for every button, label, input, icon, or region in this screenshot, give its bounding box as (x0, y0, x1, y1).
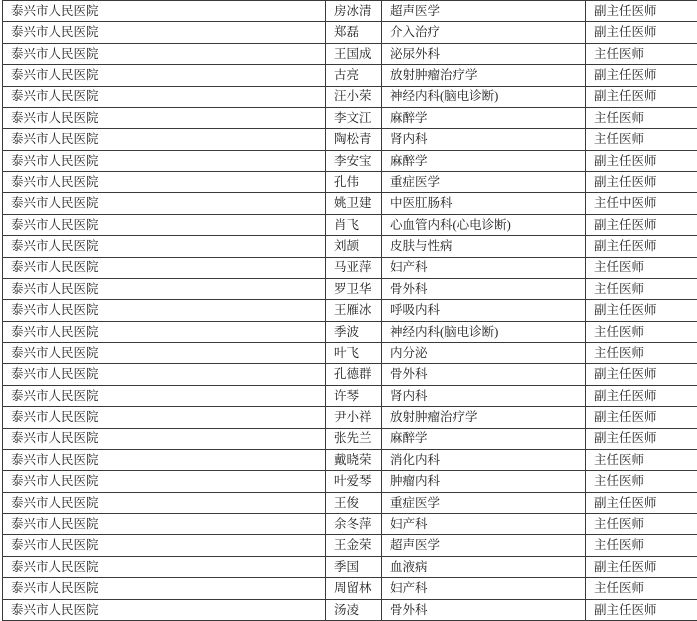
hospital-cell: 泰兴市人民医院 (3, 172, 326, 193)
name-cell: 季波 (326, 321, 382, 342)
name-cell: 马亚萍 (326, 257, 382, 278)
table-row (3, 428, 697, 449)
hospital-cell: 泰兴市人民医院 (3, 278, 326, 299)
title-cell: 主任医师 (586, 535, 697, 556)
name-cell: 余冬萍 (326, 514, 382, 535)
table-row (3, 193, 697, 214)
title-cell: 主任医师 (586, 578, 697, 599)
table-row (3, 43, 697, 64)
table-row (3, 22, 697, 43)
title-cell: 副主任医师 (586, 150, 697, 171)
table-row (3, 599, 697, 621)
title-cell: 副主任医师 (586, 385, 697, 406)
table-row (3, 578, 697, 599)
name-cell: 刘颉 (326, 236, 382, 257)
name-cell: 季国 (326, 556, 382, 577)
department-cell: 超声医学 (382, 1, 586, 22)
hospital-cell: 泰兴市人民医院 (3, 300, 326, 321)
hospital-cell: 泰兴市人民医院 (3, 86, 326, 107)
table-row (3, 172, 697, 193)
title-cell: 副主任医师 (586, 492, 697, 513)
department-cell: 肾内科 (382, 129, 586, 150)
hospital-cell: 泰兴市人民医院 (3, 578, 326, 599)
table-row (3, 1, 697, 22)
hospital-cell: 泰兴市人民医院 (3, 236, 326, 257)
hospital-cell: 泰兴市人民医院 (3, 321, 326, 342)
title-cell: 主任医师 (586, 43, 697, 64)
hospital-cell: 泰兴市人民医院 (3, 22, 326, 43)
name-cell: 叶爱琴 (326, 471, 382, 492)
table-row (3, 449, 697, 470)
department-cell: 麻醉学 (382, 428, 586, 449)
hospital-cell: 泰兴市人民医院 (3, 129, 326, 150)
hospital-cell: 泰兴市人民医院 (3, 449, 326, 470)
department-cell: 麻醉学 (382, 150, 586, 171)
title-cell: 副主任医师 (586, 599, 697, 621)
table-row (3, 514, 697, 535)
name-cell: 戴晓荣 (326, 449, 382, 470)
department-cell: 超声医学 (382, 535, 586, 556)
hospital-cell: 泰兴市人民医院 (3, 343, 326, 364)
name-cell: 周留林 (326, 578, 382, 599)
table-row (3, 278, 697, 299)
table-row (3, 300, 697, 321)
title-cell: 主任医师 (586, 343, 697, 364)
department-cell: 骨外科 (382, 278, 586, 299)
department-cell: 神经内科(脑电诊断) (382, 321, 586, 342)
title-cell: 主任医师 (586, 129, 697, 150)
department-cell: 心血管内科(心电诊断) (382, 214, 586, 235)
hospital-cell: 泰兴市人民医院 (3, 428, 326, 449)
title-cell: 主任医师 (586, 321, 697, 342)
staff-table (2, 0, 697, 621)
name-cell: 古亮 (326, 65, 382, 86)
title-cell: 主任医师 (586, 449, 697, 470)
name-cell: 汪小荣 (326, 86, 382, 107)
table-row (3, 492, 697, 513)
title-cell: 副主任医师 (586, 364, 697, 385)
name-cell: 许琴 (326, 385, 382, 406)
department-cell: 肾内科 (382, 385, 586, 406)
table-row (3, 535, 697, 556)
department-cell: 泌尿外科 (382, 43, 586, 64)
title-cell: 主任医师 (586, 107, 697, 128)
table-row (3, 129, 697, 150)
hospital-cell: 泰兴市人民医院 (3, 535, 326, 556)
department-cell: 妇产科 (382, 578, 586, 599)
department-cell: 骨外科 (382, 364, 586, 385)
department-cell: 重症医学 (382, 492, 586, 513)
name-cell: 孔德群 (326, 364, 382, 385)
title-cell: 主任医师 (586, 257, 697, 278)
hospital-cell: 泰兴市人民医院 (3, 214, 326, 235)
name-cell: 姚卫建 (326, 193, 382, 214)
name-cell: 王雁冰 (326, 300, 382, 321)
hospital-cell: 泰兴市人民医院 (3, 43, 326, 64)
name-cell: 罗卫华 (326, 278, 382, 299)
hospital-cell: 泰兴市人民医院 (3, 599, 326, 621)
title-cell: 主任医师 (586, 471, 697, 492)
name-cell: 汤凌 (326, 599, 382, 621)
title-cell: 副主任医师 (586, 1, 697, 22)
title-cell: 主任医师 (586, 278, 697, 299)
name-cell: 房冰清 (326, 1, 382, 22)
department-cell: 骨外科 (382, 599, 586, 621)
table-row (3, 556, 697, 577)
title-cell: 副主任医师 (586, 556, 697, 577)
hospital-cell: 泰兴市人民医院 (3, 107, 326, 128)
table-row (3, 343, 697, 364)
department-cell: 中医肛肠科 (382, 193, 586, 214)
hospital-cell: 泰兴市人民医院 (3, 65, 326, 86)
title-cell: 副主任医师 (586, 65, 697, 86)
department-cell: 神经内科(脑电诊断) (382, 86, 586, 107)
table-row (3, 364, 697, 385)
hospital-cell: 泰兴市人民医院 (3, 150, 326, 171)
name-cell: 叶飞 (326, 343, 382, 364)
hospital-cell: 泰兴市人民医院 (3, 193, 326, 214)
title-cell: 副主任医师 (586, 428, 697, 449)
department-cell: 麻醉学 (382, 107, 586, 128)
department-cell: 妇产科 (382, 514, 586, 535)
department-cell: 介入治疗 (382, 22, 586, 43)
table-body (3, 1, 697, 621)
hospital-cell: 泰兴市人民医院 (3, 385, 326, 406)
name-cell: 尹小祥 (326, 407, 382, 428)
name-cell: 肖飞 (326, 214, 382, 235)
hospital-cell: 泰兴市人民医院 (3, 492, 326, 513)
table-row (3, 471, 697, 492)
title-cell: 副主任医师 (586, 86, 697, 107)
name-cell: 李文江 (326, 107, 382, 128)
table-row (3, 257, 697, 278)
department-cell: 呼吸内科 (382, 300, 586, 321)
title-cell: 主任中医师 (586, 193, 697, 214)
name-cell: 王国成 (326, 43, 382, 64)
department-cell: 皮肤与性病 (382, 236, 586, 257)
title-cell: 副主任医师 (586, 407, 697, 428)
name-cell: 王俊 (326, 492, 382, 513)
department-cell: 肿瘤内科 (382, 471, 586, 492)
title-cell: 副主任医师 (586, 300, 697, 321)
table-row (3, 65, 697, 86)
table-row (3, 107, 697, 128)
department-cell: 内分泌 (382, 343, 586, 364)
title-cell: 副主任医师 (586, 236, 697, 257)
hospital-cell: 泰兴市人民医院 (3, 514, 326, 535)
name-cell: 李安宝 (326, 150, 382, 171)
table-row (3, 214, 697, 235)
department-cell: 妇产科 (382, 257, 586, 278)
department-cell: 消化内科 (382, 449, 586, 470)
hospital-cell: 泰兴市人民医院 (3, 364, 326, 385)
hospital-cell: 泰兴市人民医院 (3, 257, 326, 278)
title-cell: 副主任医师 (586, 172, 697, 193)
hospital-cell: 泰兴市人民医院 (3, 471, 326, 492)
name-cell: 张先兰 (326, 428, 382, 449)
title-cell: 主任医师 (586, 514, 697, 535)
table-row (3, 385, 697, 406)
department-cell: 放射肿瘤治疗学 (382, 65, 586, 86)
department-cell: 血液病 (382, 556, 586, 577)
name-cell: 王金荣 (326, 535, 382, 556)
department-cell: 重症医学 (382, 172, 586, 193)
title-cell: 副主任医师 (586, 214, 697, 235)
name-cell: 陶松青 (326, 129, 382, 150)
hospital-cell: 泰兴市人民医院 (3, 407, 326, 428)
table-row (3, 86, 697, 107)
hospital-cell: 泰兴市人民医院 (3, 1, 326, 22)
name-cell: 郑磊 (326, 22, 382, 43)
table-row (3, 407, 697, 428)
table-row (3, 236, 697, 257)
hospital-cell: 泰兴市人民医院 (3, 556, 326, 577)
table-row (3, 150, 697, 171)
title-cell: 副主任医师 (586, 22, 697, 43)
table-row (3, 321, 697, 342)
department-cell: 放射肿瘤治疗学 (382, 407, 586, 428)
name-cell: 孔伟 (326, 172, 382, 193)
